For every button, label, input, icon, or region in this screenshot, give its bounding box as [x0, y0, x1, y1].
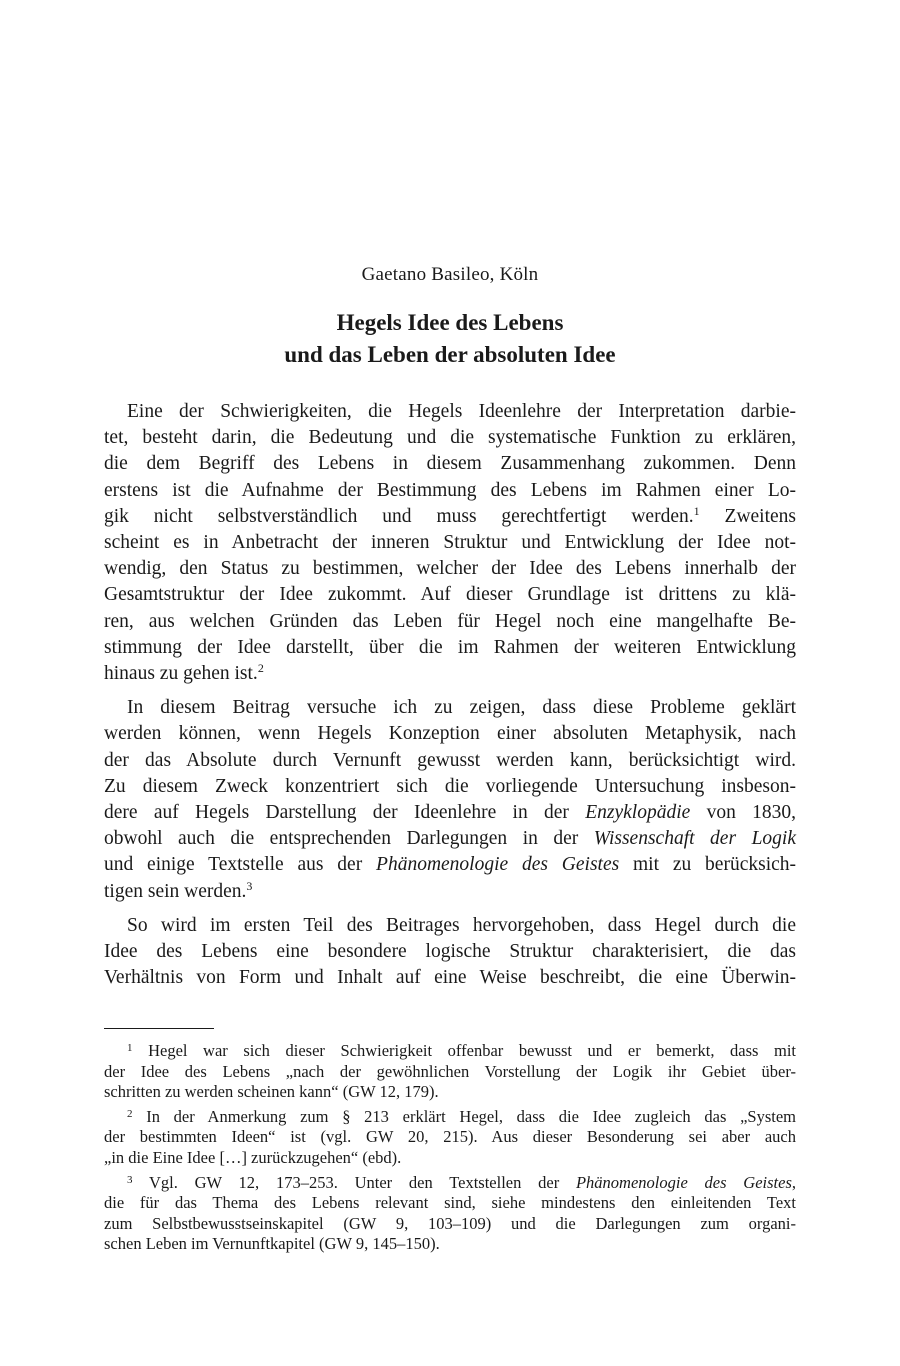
- text-line: die dem Begriff des Lebens in diesem Zusammenhang zukommen. Denn: [104, 453, 796, 475]
- text-line: [104, 879, 796, 905]
- title-line-2: und das Leben der absoluten Idee: [284, 342, 616, 367]
- text-segment: Vgl. GW 12, 173–253. Unter den Textstellen der: [148, 1172, 560, 1192]
- text-segment: hinaus zu gehen ist.: [104, 663, 258, 685]
- footnote-number: 3: [127, 1173, 133, 1186]
- text-line: Idee des Lebens eine besondere logische Struktur charakterisiert, die das: [104, 941, 796, 963]
- paragraph-3: [104, 913, 796, 992]
- work-title-phaenomenologie: Phänomenologie des Geistes: [575, 1172, 792, 1192]
- main-text: [104, 399, 796, 999]
- footnote-ref-3[interactable]: 3: [246, 878, 253, 893]
- footnote-line: der Idee des Lebens „nach der gewöhnlichen Vorstellung der Logik ihr Gebiet über-: [104, 1061, 796, 1081]
- footnote-line: der bestimmten Ideen“ ist (vgl. GW 20, 215). Aus dieser Besonderung sei aber auch: [104, 1127, 796, 1147]
- text-line: Verhältnis von Form und Inhalt auf eine Weise beschreibt, die eine Überwin-: [104, 967, 796, 989]
- text-line: Zu diesem Zweck konzentriert sich die vorliegende Untersuchung insbeson-: [104, 775, 796, 797]
- work-title-enzyklopaedie: Enzyklopädie: [585, 802, 691, 824]
- footnote-3: [104, 1173, 796, 1255]
- text-line: wendig, den Status zu bestimmen, welcher der Idee des Lebens innerhalb der: [104, 558, 796, 580]
- text-line: So wird im ersten Teil des Beitrages hervorgehoben, dass Hegel durch die: [127, 914, 796, 936]
- work-title-phaenomenologie: Phänomenologie des Geistes: [376, 854, 620, 876]
- text-segment: tigen sein werden.: [104, 880, 247, 902]
- footnote-line: [104, 1041, 796, 1062]
- text-line: [104, 800, 796, 826]
- text-segment: gik nicht selbstverständlich und muss gerechtfertigt werden.: [104, 505, 694, 527]
- text-line: erstens ist die Aufnahme der Bestimmung des Lebens im Rahmen einer Lo-: [104, 479, 796, 501]
- text-segment: von 1830,: [706, 802, 797, 824]
- footnote-line: zum Selbstbewusstseinskapitel (GW 9, 103–109) und die Darlegungen zum organi-: [104, 1213, 796, 1233]
- text-line: [104, 504, 796, 530]
- text-line: werden können, wenn Hegels Konzeption einer absoluten Metaphysik, nach: [104, 723, 796, 745]
- footnote-number: 2: [127, 1107, 133, 1120]
- footnote-line: [104, 1107, 796, 1128]
- work-title-logik: Wissenschaft der Logik: [593, 828, 796, 850]
- footnote-number: 1: [127, 1042, 133, 1054]
- text-segment: obwohl auch die entsprechenden Darlegungen in der: [104, 828, 579, 850]
- text-segment: dere auf Hegels Darstellung der Ideenlehre in der: [104, 802, 569, 824]
- text-line: [104, 826, 796, 852]
- footnote-1: [104, 1041, 796, 1103]
- footnote-separator: [104, 1028, 214, 1029]
- text-line: In diesem Beitrag versuche ich zu zeigen, dass diese Probleme geklärt: [127, 697, 796, 719]
- text-line: Gesamtstruktur der Idee zukommt. Auf dieser Grundlage ist drittens zu klä-: [104, 584, 796, 606]
- text-segment: ,: [791, 1172, 796, 1192]
- text-segment: In der Anmerkung zum § 213 erklärt Hegel, dass die Idee zugleich das „System: [146, 1106, 797, 1126]
- footnote-ref-2[interactable]: 2: [257, 661, 264, 676]
- footnote-ref-1[interactable]: 1: [693, 503, 700, 518]
- text-segment: Hegel war sich dieser Schwierigkeit offenbar bewusst und er bemerkt, dass mit: [148, 1041, 797, 1060]
- footnote-line: [104, 1173, 796, 1194]
- text-segment: mit zu berücksich-: [633, 854, 797, 876]
- paragraph-1: [104, 399, 796, 687]
- footnotes: [104, 1041, 796, 1259]
- article-title: [0, 307, 900, 371]
- text-segment: und einige Textstelle aus der: [104, 854, 363, 876]
- text-line: [104, 661, 796, 687]
- paragraph-2: [104, 695, 796, 905]
- footnote-2: [104, 1107, 796, 1169]
- text-line: der das Absolute durch Vernunft gewusst werden kann, berücksichtigt wird.: [104, 749, 796, 771]
- text-line: ren, aus welchen Gründen das Leben für Hegel noch eine mangelhafte Be-: [104, 610, 796, 632]
- text-line: stimmung der Idee darstellt, über die im Rahmen der weiteren Entwicklung: [104, 636, 796, 658]
- footnote-line: die für das Thema des Lebens relevant sind, siehe mindestens den einleitenden Text: [104, 1193, 796, 1213]
- footnote-line: „in die Eine Idee […] zurückzugehen“ (ebd).: [104, 1147, 402, 1167]
- title-line-1: Hegels Idee des Lebens: [336, 310, 564, 335]
- text-line: scheint es in Anbetracht der inneren Struktur und Entwicklung der Idee not-: [104, 532, 796, 554]
- text-line: [104, 852, 796, 878]
- text-line: Eine der Schwierigkeiten, die Hegels Ideenlehre der Interpretation darbie-: [127, 401, 796, 422]
- text-segment: Zweitens: [724, 505, 797, 527]
- footnote-line: schritten zu werden scheinen kann“ (GW 12, 179).: [104, 1082, 439, 1102]
- text-line: tet, besteht darin, die Bedeutung und die systematische Funktion zu erklären,: [104, 427, 796, 449]
- footnote-line: schen Leben im Vernunftkapitel (GW 9, 145–150).: [104, 1234, 440, 1254]
- author-line: Gaetano Basileo, Köln: [361, 264, 539, 285]
